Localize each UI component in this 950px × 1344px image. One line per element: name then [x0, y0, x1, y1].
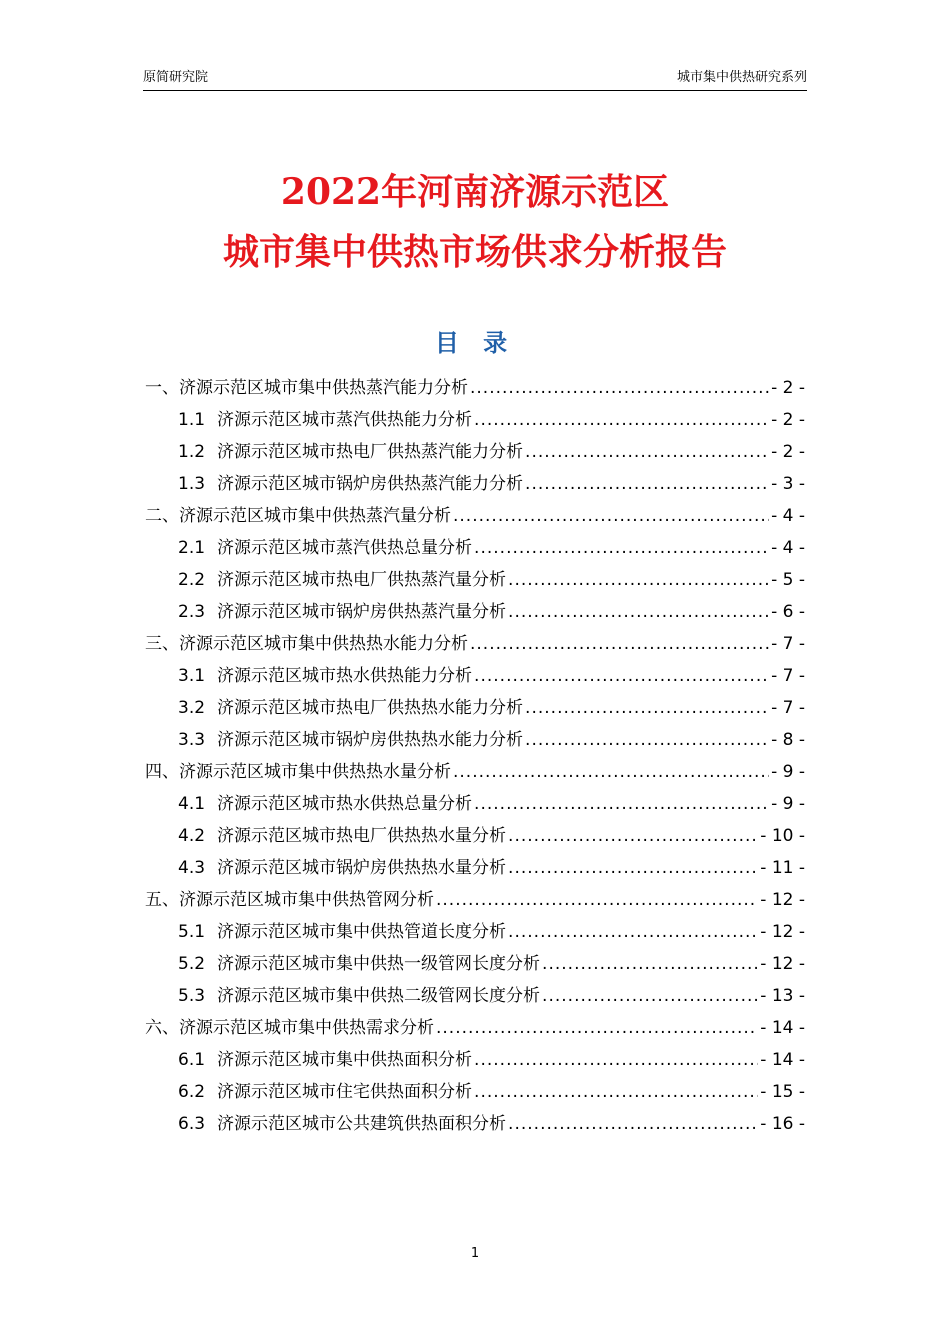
toc-entry-page: - 12 -	[760, 954, 805, 974]
toc-dot-leader	[470, 628, 769, 660]
toc-entry-label: 六、济源示范区城市集中供热需求分析	[145, 1018, 434, 1038]
toc-entry-number: 3.3	[178, 730, 206, 750]
toc-subsection-entry[interactable]	[145, 788, 805, 820]
toc-entry-page: - 2 -	[771, 442, 805, 462]
toc-entry-page: - 11 -	[760, 858, 805, 878]
toc-entry-label: 济源示范区城市热电厂供热热水能力分析	[217, 698, 524, 718]
toc-entry-label: 济源示范区城市公共建筑供热面积分析	[217, 1114, 507, 1134]
toc-entry-label: 济源示范区城市锅炉房供热蒸汽量分析	[217, 602, 507, 622]
toc-entry-page: - 10 -	[760, 826, 805, 846]
toc-dot-leader	[470, 372, 769, 404]
toc-subsection-entry[interactable]	[145, 852, 805, 884]
toc-entry-number: 6.2	[178, 1082, 206, 1102]
toc-subsection-entry[interactable]	[145, 916, 805, 948]
toc-entry-page: - 2 -	[771, 410, 805, 430]
toc-entry-label: 济源示范区城市热电厂供热蒸汽能力分析	[217, 442, 524, 462]
toc-dot-leader	[474, 404, 769, 436]
toc-entry-page: - 7 -	[771, 666, 805, 686]
toc-dot-leader	[474, 788, 769, 820]
toc-entry-page: - 15 -	[760, 1082, 805, 1102]
toc-dot-leader	[542, 980, 758, 1012]
toc-subsection-entry[interactable]	[145, 404, 805, 436]
toc-entry-label: 济源示范区城市住宅供热面积分析	[217, 1082, 473, 1102]
toc-entry-number: 3.1	[178, 666, 206, 686]
toc-dot-leader	[525, 692, 769, 724]
toc-dot-leader	[508, 852, 758, 884]
toc-subsection-entry[interactable]	[145, 1076, 805, 1108]
report-title-line1: 2022年河南济源示范区	[280, 171, 670, 213]
toc-section-entry[interactable]	[145, 372, 805, 404]
toc-entry-page: - 12 -	[760, 890, 805, 910]
toc-entry-label: 济源示范区城市热电厂供热热水量分析	[217, 826, 507, 846]
toc-entry-label: 四、济源示范区城市集中供热热水量分析	[145, 762, 451, 782]
toc-entry-page: - 4 -	[771, 538, 805, 558]
toc-subsection-entry[interactable]	[145, 564, 805, 596]
toc-entry-label: 济源示范区城市集中供热面积分析	[217, 1050, 473, 1070]
toc-entry-number: 2.2	[178, 570, 206, 590]
toc-entry-page: - 7 -	[771, 698, 805, 718]
toc-dot-leader	[525, 724, 769, 756]
toc-entry-label: 二、济源示范区城市集中供热蒸汽量分析	[145, 506, 451, 526]
toc-subsection-entry[interactable]	[145, 948, 805, 980]
header-series: 城市集中供热研究系列	[676, 70, 807, 85]
toc-subsection-entry[interactable]	[145, 820, 805, 852]
toc-dot-leader	[525, 468, 769, 500]
toc-dot-leader	[508, 596, 769, 628]
toc-entry-page: - 2 -	[771, 378, 805, 398]
toc-entry-number: 6.1	[178, 1050, 206, 1070]
toc-section-entry[interactable]	[145, 1012, 805, 1044]
page-number: 1	[470, 1246, 480, 1261]
toc-dot-leader	[436, 884, 758, 916]
toc-entry-number: 3.2	[178, 698, 206, 718]
toc-entry-number: 4.3	[178, 858, 206, 878]
toc-entry-page: - 4 -	[771, 506, 805, 526]
toc-section-entry[interactable]	[145, 756, 805, 788]
toc-subsection-entry[interactable]	[145, 1108, 805, 1140]
toc-heading: 目 录	[434, 329, 516, 357]
toc-subsection-entry[interactable]	[145, 468, 805, 500]
toc-entry-label: 一、济源示范区城市集中供热蒸汽能力分析	[145, 378, 468, 398]
toc-subsection-entry[interactable]	[145, 1044, 805, 1076]
toc-entry-number: 6.3	[178, 1114, 206, 1134]
toc-entry-page: - 6 -	[771, 602, 805, 622]
toc-entry-label: 济源示范区城市热水供热总量分析	[217, 794, 473, 814]
toc-dot-leader	[453, 756, 769, 788]
toc-subsection-entry[interactable]	[145, 532, 805, 564]
toc-entry-label: 济源示范区城市锅炉房供热热水能力分析	[217, 730, 524, 750]
toc-dot-leader	[508, 820, 758, 852]
toc-entry-number: 1.3	[178, 474, 206, 494]
toc-entry-page: - 8 -	[771, 730, 805, 750]
toc-subsection-entry[interactable]	[145, 724, 805, 756]
toc-entry-label: 五、济源示范区城市集中供热管网分析	[145, 890, 434, 910]
toc-entry-page: - 13 -	[760, 986, 805, 1006]
toc-dot-leader	[508, 1108, 758, 1140]
toc-entry-label: 济源示范区城市集中供热二级管网长度分析	[217, 986, 541, 1006]
toc-entry-number: 4.2	[178, 826, 206, 846]
toc-dot-leader	[436, 1012, 758, 1044]
toc-entry-page: - 14 -	[760, 1018, 805, 1038]
toc-entry-number: 1.1	[178, 410, 206, 430]
toc-entry-label: 济源示范区城市集中供热管道长度分析	[217, 922, 507, 942]
toc-entry-page: - 3 -	[771, 474, 805, 494]
toc-entry-number: 5.2	[178, 954, 206, 974]
toc-subsection-entry[interactable]	[145, 436, 805, 468]
toc-entry-label: 三、济源示范区城市集中供热热水能力分析	[145, 634, 468, 654]
toc-entry-page: - 9 -	[771, 794, 805, 814]
toc-dot-leader	[508, 564, 769, 596]
toc-entry-label: 济源示范区城市热电厂供热蒸汽量分析	[217, 570, 507, 590]
toc-entry-page: - 5 -	[771, 570, 805, 590]
toc-section-entry[interactable]	[145, 884, 805, 916]
toc-entry-number: 2.1	[178, 538, 206, 558]
toc-section-entry[interactable]	[145, 628, 805, 660]
toc-entry-label: 济源示范区城市锅炉房供热蒸汽能力分析	[217, 474, 524, 494]
toc-entry-label: 济源示范区城市热水供热能力分析	[217, 666, 473, 686]
toc-dot-leader	[474, 1044, 758, 1076]
toc-entry-number: 4.1	[178, 794, 206, 814]
toc-entry-number: 5.3	[178, 986, 206, 1006]
toc-dot-leader	[474, 1076, 758, 1108]
toc-section-entry[interactable]	[145, 500, 805, 532]
toc-entry-label: 济源示范区城市蒸汽供热总量分析	[217, 538, 473, 558]
toc-dot-leader	[508, 916, 758, 948]
toc-subsection-entry[interactable]	[145, 980, 805, 1012]
toc-entry-label: 济源示范区城市集中供热一级管网长度分析	[217, 954, 541, 974]
toc-entry-page: - 16 -	[760, 1114, 805, 1134]
toc-entry-number: 1.2	[178, 442, 206, 462]
toc-entry-page: - 9 -	[771, 762, 805, 782]
toc-entry-label: 济源示范区城市蒸汽供热能力分析	[217, 410, 473, 430]
toc-dot-leader	[542, 948, 758, 980]
toc-dot-leader	[453, 500, 769, 532]
toc-entry-number: 2.3	[178, 602, 206, 622]
toc-dot-leader	[525, 436, 769, 468]
toc-dot-leader	[474, 532, 769, 564]
toc-entry-number: 5.1	[178, 922, 206, 942]
toc-entry-page: - 14 -	[760, 1050, 805, 1070]
report-title-line2: 城市集中供热市场供求分析报告	[222, 231, 727, 273]
toc-entry-page: - 7 -	[771, 634, 805, 654]
toc-subsection-entry[interactable]	[145, 692, 805, 724]
toc-entry-page: - 12 -	[760, 922, 805, 942]
page-header	[143, 66, 807, 91]
toc-subsection-entry[interactable]	[145, 660, 805, 692]
toc-dot-leader	[474, 660, 769, 692]
toc-entry-label: 济源示范区城市锅炉房供热热水量分析	[217, 858, 507, 878]
header-organization: 原简研究院	[143, 70, 209, 85]
table-of-contents	[145, 372, 805, 1140]
toc-subsection-entry[interactable]	[145, 596, 805, 628]
